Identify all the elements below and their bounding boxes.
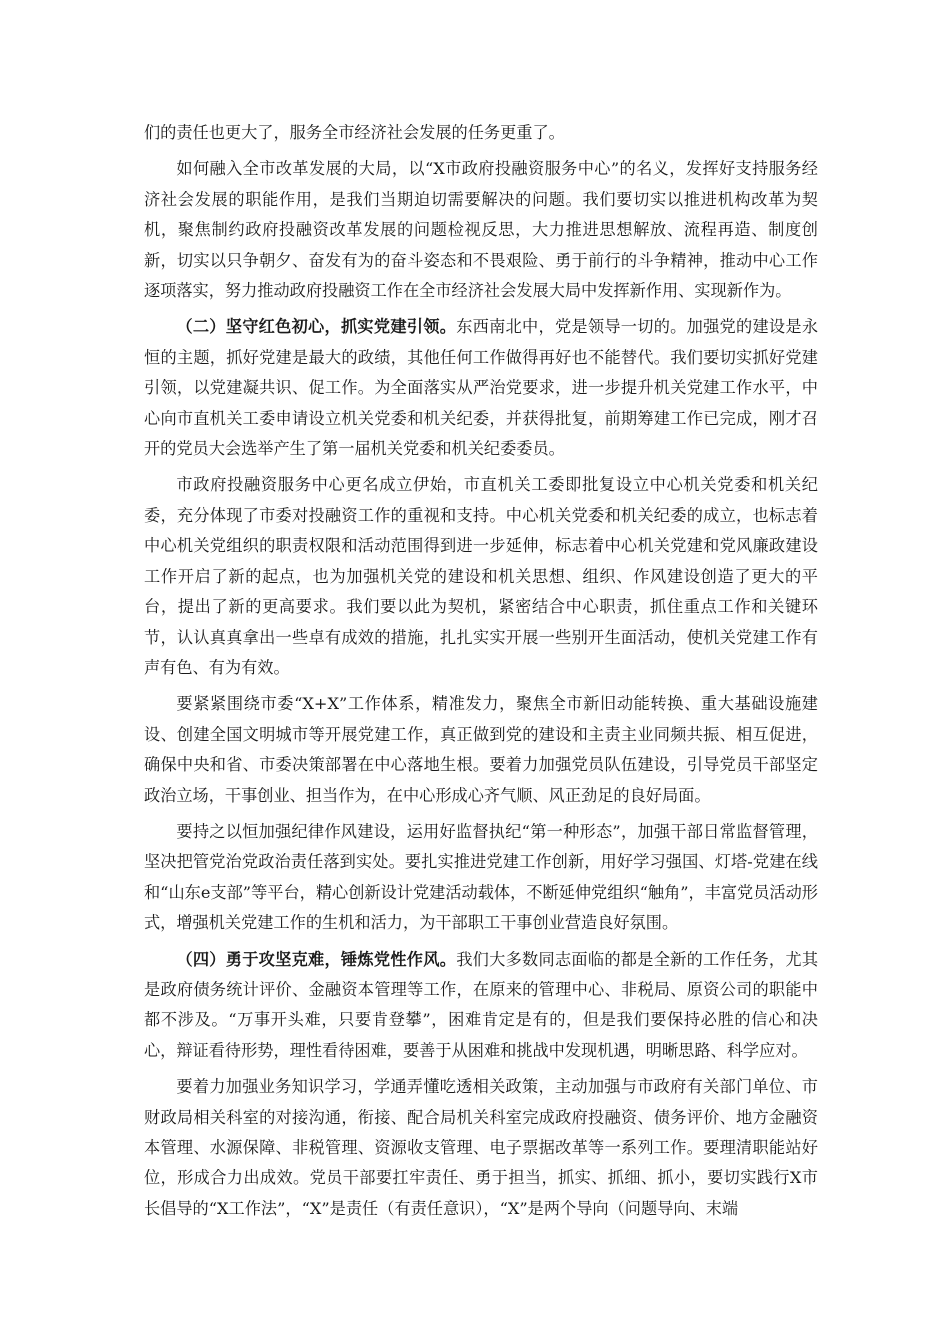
paragraph-text: 要持之以恒加强纪律作风建设，运用好监督执纪“第一种形态”，加强干部日常监督管理，坚决把管党治党政治责任落到实处。要扎实推进党建工作创新，用好学习强国、灯塔-党建在线和“山东e支部”等平台，精心创新设计党建活动载体，不断延伸党组织“触角”，丰富党员活动形式，增强机关党建工作的生机和活力，为干部职工干事创业营造良好氛围。 [144,821,818,933]
section-heading: （二）坚守红色初心，抓实党建引领。 [176,317,457,337]
paragraph-text: 要紧紧围绕市委“X+X”工作体系，精准发力，聚焦全市新旧动能转换、重大基础设施建设、创建全国文明城市等开展党建工作，真正做到党的建设和主责主业同频共振、相互促进，确保中央和省、市委决策部署在中心落地生根。要着力加强党员队伍建设，引导党员干部坚定政治立场，干事创业、担当作为，在中心形成心齐气顺、风正劲足的良好局面。 [144,694,818,805]
paragraph-section-four [144,945,818,1067]
paragraph-party-committee [144,470,818,683]
paragraph-business-study [144,1072,818,1224]
paragraph-text: 我们大多数同志面临的都是全新的工作任务，尤其是政府债务统计评价、金融资本管理等工作，在原来的管理中心、非税局、原资公司的职能中都不涉及。“万事开头难，只要肯登攀”，困难肯定是有的，但是我们要保持必胜的信心和决心，辩证看待形势，理性看待困难，要善于从困难和挑战中发现机遇，明晰思路、科学应对。 [144,949,819,1060]
paragraph-discipline [144,817,818,939]
paragraph-text: 市政府投融资服务中心更名成立伊始，市直机关工委即批复设立中心机关党委和机关纪委，充分体现了市委对投融资工作的重视和支持。中心机关党委和机关纪委的成立，也标志着中心机关党组织的职责权限和活动范围得到进一步延伸，标志着中心机关党建和党风廉政建设工作开启了新的起点，也为加强机关党的建设和机关思想、组织、作风建设创造了更大的平台，提出了新的更高要求。我们要以此为契机，紧密结合中心职责，抓住重点工作和关键环节，认认真真拿出一些卓有成效的措施，扎扎实实开展一些别开生面活动，使机关党建工作有声有色、有为有效。 [144,475,818,677]
paragraph-integration [144,154,818,306]
paragraph-text: 们的责任也更大了，服务全市经济社会发展的任务更重了。 [144,123,565,142]
paragraph-work-system [144,689,818,811]
paragraph-text: 东西南北中，党是领导一切的。加强党的建设是永恒的主题，抓好党建是最大的政绩，其他任何工作做得再好也不能替代。我们要切实抓好党建引领，以党建凝共识、促工作。为全面落实从严治党要求，进一步提升机关党建工作水平，中心向市直机关工委申请设立机关党委和机关纪委，并获得批复，前期筹建工作已完成，刚才召开的党员大会选举产生了第一届机关党委和机关纪委委员。 [144,317,819,459]
paragraph-continuation [144,118,818,148]
paragraph-text: 要着力加强业务知识学习，学通弄懂吃透相关政策，主动加强与市政府有关部门单位、市财政局相关科室的对接沟通，衔接、配合局机关科室完成政府投融资、债务评价、地方金融资本管理、水源保障、非税管理、资源收支管理、电子票据改革等一系列工作。要理清职能站好位，形成合力出成效。党员干部要扛牢责任、勇于担当，抓实、抓细、抓小，要切实践行X市长倡导的“X工作法”，“X”是责任（有责任意识），“X”是两个导向（问题导向、末端 [144,1077,818,1218]
section-heading: （四）勇于攻坚克难，锤炼党性作风。 [176,949,457,969]
document-body [144,118,818,1230]
paragraph-text: 如何融入全市改革发展的大局，以“X市政府投融资服务中心”的名义，发挥好支持服务经济社会发展的职能作用，是我们当期迫切需要解决的问题。我们要切实以推进机构改革为契机，聚焦制约政府投融资改革发展的问题检视反思，大力推进思想解放、流程再造、制度创新，切实以只争朝夕、奋发有为的奋斗姿态和不畏艰险、勇于前行的斗争精神，推动中心工作逐项落实，努力推动政府投融资工作在全市经济社会发展大局中发挥新作用、实现新作为。 [144,159,818,301]
paragraph-section-two [144,312,818,464]
